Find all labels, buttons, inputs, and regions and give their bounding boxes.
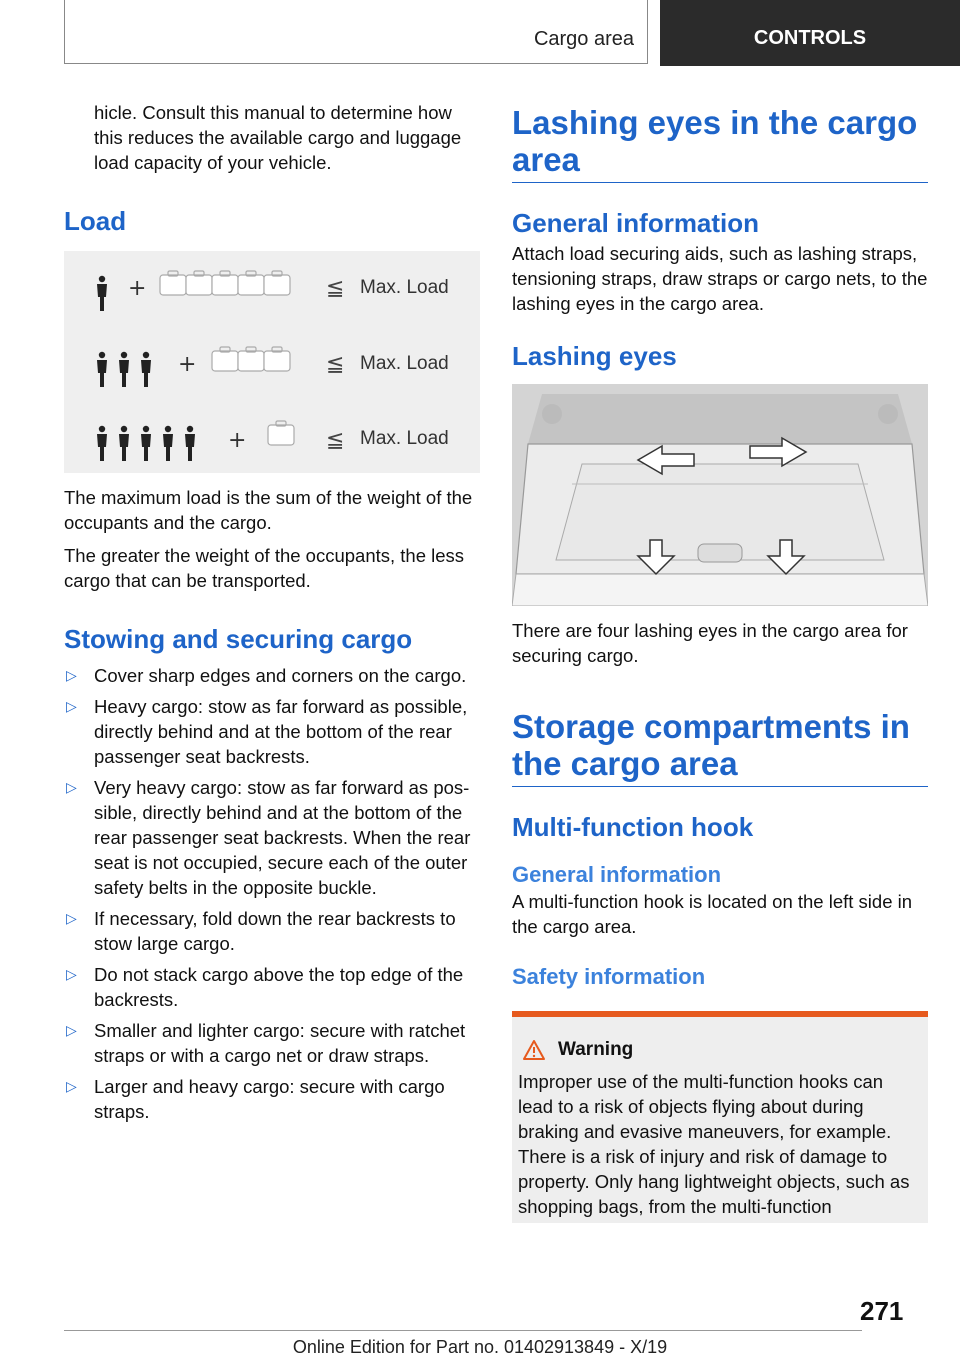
load-diagram bbox=[64, 251, 480, 473]
svg-text:≦: ≦ bbox=[326, 276, 345, 301]
load-heading: Load bbox=[64, 206, 127, 236]
max-load-label-3: Max. Load bbox=[360, 428, 449, 449]
warning-box bbox=[512, 1011, 928, 1223]
list-item: ▷ Heavy cargo: stow as far forward as possible, directly behind and at the bottom of the rear passenger seat backrests. bbox=[66, 696, 468, 767]
list-item: ▷ Smaller and lighter cargo: secure with ratchet straps or with a cargo net or draw straps. bbox=[66, 1020, 466, 1066]
right-column bbox=[512, 104, 928, 1223]
svg-text:≦: ≦ bbox=[326, 352, 345, 377]
max-load-label-2: Max. Load bbox=[360, 353, 449, 374]
safety-heading: Safety information bbox=[512, 964, 706, 989]
list-item: ▷ Very heavy cargo: stow as far forward as pos‐sible, directly behind and at the bottom of the rear passenger seat backrests. When the rear seat is not occupied, secure each of the outer safety belts in the opposite buckle. bbox=[66, 777, 471, 898]
footer-edition: Online Edition for Part no. 01402913849 - X/19 bbox=[292, 1337, 668, 1357]
triangle-bullet-icon: ▷ bbox=[66, 1078, 77, 1094]
svg-text:≦: ≦ bbox=[326, 428, 345, 453]
stowing-list bbox=[64, 663, 480, 1124]
general-info-text: Attach load securing aids, such as lashing straps, tensioning straps, draw straps or cargo nets, to the lashing eyes in the cargo area. bbox=[512, 243, 928, 314]
svg-text:+: + bbox=[228, 428, 247, 453]
list-item: ▷ Do not stack cargo above the top edge of the backrests. bbox=[66, 964, 464, 1010]
cargo-diagram bbox=[512, 384, 928, 606]
cargo-area-illustration bbox=[512, 384, 928, 606]
storage-title: Storage compartments in the cargo area bbox=[512, 708, 928, 787]
lashing-title: Lashing eyes in the cargo area bbox=[512, 104, 928, 183]
triangle-bullet-icon: ▷ bbox=[66, 779, 77, 795]
header-section-title: Cargo area bbox=[533, 28, 634, 50]
svg-text:+: + bbox=[128, 276, 147, 301]
triangle-bullet-icon: ▷ bbox=[66, 1022, 77, 1038]
load-text-2: The greater the weight of the occupants, the less cargo that can be transported. bbox=[64, 545, 465, 591]
warning-triangle-icon bbox=[522, 1039, 546, 1061]
footer-divider bbox=[64, 1330, 862, 1331]
hook-general-heading: General information bbox=[512, 862, 722, 887]
chapter-tab: CONTROLS bbox=[660, 0, 960, 66]
triangle-bullet-icon: ▷ bbox=[66, 698, 77, 714]
svg-text:+: + bbox=[178, 352, 197, 377]
triangle-bullet-icon: ▷ bbox=[66, 910, 77, 926]
triangle-bullet-icon: ▷ bbox=[66, 667, 77, 683]
max-load-label-1: Max. Load bbox=[360, 277, 449, 298]
list-item: ▷ Larger and heavy cargo: secure with cargo straps. bbox=[66, 1076, 445, 1122]
left-column bbox=[64, 100, 480, 1130]
lashing-eyes-heading: Lashing eyes bbox=[512, 341, 677, 371]
load-illustration bbox=[64, 251, 480, 473]
warning-title: Warning bbox=[558, 1039, 634, 1060]
list-item: ▷ If necessary, fold down the rear backrests to stow large cargo. bbox=[66, 908, 456, 954]
warning-title-row bbox=[518, 1039, 922, 1061]
load-row-2 bbox=[97, 347, 344, 387]
hook-general-text: A multi-function hook is located on the left side in the cargo area. bbox=[512, 891, 913, 937]
intro-paragraph: hicle. Consult this manual to determine how this reduces the available cargo and luggage load capacity of your vehicle. bbox=[94, 102, 462, 173]
load-row-1 bbox=[97, 271, 344, 311]
page-number: 271 bbox=[860, 1296, 904, 1326]
general-info-heading: General information bbox=[512, 208, 760, 238]
list-item: ▷ Cover sharp edges and corners on the cargo. bbox=[66, 665, 467, 686]
hook-heading: Multi-function hook bbox=[512, 812, 754, 842]
triangle-bullet-icon: ▷ bbox=[66, 966, 77, 982]
stowing-heading: Stowing and securing cargo bbox=[64, 624, 413, 654]
load-row-3 bbox=[97, 421, 344, 461]
load-text-1: The maximum load is the sum of the weight of the occupants and the cargo. bbox=[64, 487, 473, 533]
lashing-eyes-text: There are four lashing eyes in the cargo area for securing cargo. bbox=[512, 620, 908, 666]
warning-text: Improper use of the multi-function hooks can lead to a risk of objects flying about during braking and evasive maneuvers, for example. There is a risk of injury and risk of damage to property. Only hang lightweight objects, such as shopping bags, from the multi-function bbox=[518, 1071, 910, 1217]
